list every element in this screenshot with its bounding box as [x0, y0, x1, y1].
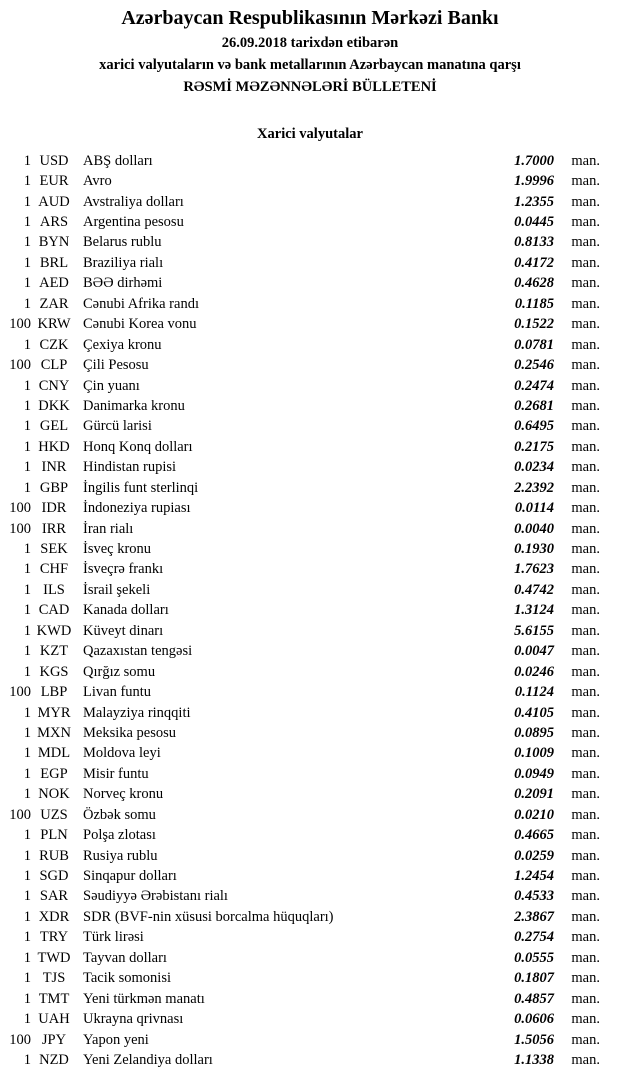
unit-cell: man.: [571, 745, 600, 762]
unit-cell: man.: [571, 581, 600, 598]
quantity-cell: 1: [23, 193, 31, 210]
currency-name-cell: Cənubi Korea vonu: [83, 316, 197, 333]
currency-code-cell: EGP: [40, 765, 68, 782]
currency-name-cell: Rusiya rublu: [83, 847, 158, 864]
rate-cell: 0.4857: [514, 990, 554, 1007]
unit-cell: man.: [571, 173, 600, 190]
currency-code-cell: CNY: [38, 377, 70, 394]
currency-code-cell: KRW: [37, 316, 71, 333]
rate-cell: 5.6155: [514, 622, 554, 639]
table-row: [0, 1009, 620, 1029]
currency-name-cell: Misir funtu: [83, 765, 149, 782]
rate-cell: 0.2754: [514, 929, 554, 946]
quantity-cell: 1: [23, 622, 31, 639]
currency-name-cell: Özbək somu: [83, 806, 156, 823]
table-row: [0, 1050, 620, 1070]
rate-cell: 2.2392: [514, 479, 554, 496]
quantity-cell: 1: [23, 561, 31, 578]
quantity-cell: 100: [9, 357, 31, 374]
rate-cell: 0.2175: [514, 438, 554, 455]
table-row: [0, 315, 620, 335]
rate-cell: 0.2681: [514, 397, 554, 414]
currency-name-cell: Avstraliya dolları: [83, 193, 184, 210]
unit-cell: man.: [571, 500, 600, 517]
rate-cell: 0.4742: [514, 581, 554, 598]
table-row: [0, 969, 620, 989]
rate-cell: 0.0234: [514, 459, 554, 476]
quantity-cell: 1: [23, 745, 31, 762]
rate-cell: 0.4533: [514, 888, 554, 905]
unit-cell: man.: [571, 316, 600, 333]
table-row: [0, 887, 620, 907]
currency-code-cell: BYN: [38, 234, 70, 251]
currency-code-cell: MDL: [37, 745, 71, 762]
currency-name-cell: Livan funtu: [83, 684, 152, 701]
currency-code-cell: IDR: [41, 500, 67, 517]
rate-cell: 0.0047: [514, 643, 554, 660]
rate-cell: 0.1930: [514, 541, 554, 558]
currency-name-cell: Ukrayna qrivnası: [83, 1011, 184, 1028]
currency-name-cell: Moldova leyi: [83, 745, 161, 762]
quantity-cell: 1: [23, 418, 31, 435]
currency-code-cell: SEK: [40, 541, 68, 558]
rate-cell: 0.1522: [514, 316, 554, 333]
quantity-cell: 1: [23, 704, 31, 721]
unit-cell: man.: [571, 275, 600, 292]
unit-cell: man.: [571, 479, 600, 496]
table-row: [0, 376, 620, 396]
unit-cell: man.: [571, 234, 600, 251]
rate-cell: 1.7623: [514, 561, 554, 578]
unit-cell: man.: [571, 295, 600, 312]
currency-name-cell: Yeni türkmən manatı: [83, 990, 205, 1007]
rate-cell: 0.2474: [514, 377, 554, 394]
currency-name-cell: Braziliya rialı: [83, 254, 164, 271]
unit-cell: man.: [571, 868, 600, 885]
quantity-cell: 1: [23, 438, 31, 455]
unit-cell: man.: [571, 459, 600, 476]
table-row: [0, 1030, 620, 1050]
unit-cell: man.: [571, 336, 600, 353]
table-row: [0, 192, 620, 212]
currency-code-cell: KWD: [36, 622, 72, 639]
currency-name-cell: Meksika pesosu: [83, 724, 177, 741]
unit-cell: man.: [571, 622, 600, 639]
currency-code-cell: MXN: [37, 724, 71, 741]
rate-cell: 1.1338: [514, 1051, 554, 1068]
quantity-cell: 1: [23, 234, 31, 251]
rate-cell: 0.0246: [514, 663, 554, 680]
table-row: [0, 396, 620, 416]
quantity-cell: 1: [23, 581, 31, 598]
currency-code-cell: TMT: [38, 990, 70, 1007]
rate-cell: 1.5056: [514, 1031, 554, 1048]
currency-code-cell: CAD: [38, 602, 70, 619]
table-row: [0, 539, 620, 559]
rate-cell: 0.0895: [514, 724, 554, 741]
table-row: [0, 294, 620, 314]
quantity-cell: 1: [23, 336, 31, 353]
rate-cell: 1.2454: [514, 868, 554, 885]
unit-cell: man.: [571, 888, 600, 905]
table-row: [0, 948, 620, 968]
currency-code-cell: XDR: [38, 908, 70, 925]
rate-cell: 0.0114: [514, 500, 554, 517]
quantity-cell: 1: [23, 214, 31, 231]
currency-name-cell: Cənubi Afrika randı: [83, 295, 199, 312]
rate-cell: 0.4628: [514, 275, 554, 292]
rate-cell: 1.2355: [514, 193, 554, 210]
table-row: [0, 662, 620, 682]
table-row: [0, 478, 620, 498]
quantity-cell: 1: [23, 929, 31, 946]
unit-cell: man.: [571, 806, 600, 823]
currency-code-cell: CHF: [39, 561, 69, 578]
unit-cell: man.: [571, 929, 600, 946]
rate-cell: 0.4172: [514, 254, 554, 271]
rate-cell: 0.8133: [514, 234, 554, 251]
table-row: [0, 825, 620, 845]
currency-name-cell: Honq Konq dolları: [83, 438, 193, 455]
quantity-cell: 100: [9, 316, 31, 333]
rate-cell: 0.0949: [514, 765, 554, 782]
unit-cell: man.: [571, 786, 600, 803]
table-row: [0, 458, 620, 478]
table-row: [0, 682, 620, 702]
currency-code-cell: EUR: [39, 173, 69, 190]
currency-name-cell: İsrail şekeli: [83, 581, 151, 598]
unit-cell: man.: [571, 1011, 600, 1028]
quantity-cell: 100: [9, 520, 31, 537]
unit-cell: man.: [571, 377, 600, 394]
currency-code-cell: HKD: [38, 438, 70, 455]
currency-code-cell: LBP: [40, 684, 68, 701]
currency-name-cell: Sinqapur dolları: [83, 868, 177, 885]
quantity-cell: 1: [23, 888, 31, 905]
currency-name-cell: Argentina pesosu: [83, 214, 184, 231]
quantity-cell: 1: [23, 173, 31, 190]
currency-name-cell: Kanada dolları: [83, 602, 169, 619]
table-row: [0, 866, 620, 886]
currency-code-cell: UZS: [40, 806, 68, 823]
currency-code-cell: ZAR: [39, 295, 69, 312]
quantity-cell: 1: [23, 908, 31, 925]
currency-rates-table: [0, 151, 620, 1071]
rate-cell: 1.7000: [514, 152, 554, 169]
currency-code-cell: SAR: [39, 888, 69, 905]
currency-code-cell: NZD: [39, 1051, 69, 1068]
quantity-cell: 1: [23, 970, 31, 987]
unit-cell: man.: [571, 254, 600, 271]
currency-code-cell: NOK: [38, 786, 70, 803]
quantity-cell: 1: [23, 377, 31, 394]
table-row: [0, 417, 620, 437]
currency-name-cell: Türk lirəsi: [83, 929, 144, 946]
quantity-cell: 1: [23, 254, 31, 271]
quantity-cell: 1: [23, 1011, 31, 1028]
currency-name-cell: Qırğız somu: [83, 663, 156, 680]
rate-cell: 1.3124: [514, 602, 554, 619]
table-row: [0, 233, 620, 253]
quantity-cell: 1: [23, 602, 31, 619]
unit-cell: man.: [571, 357, 600, 374]
unit-cell: man.: [571, 152, 600, 169]
rate-cell: 0.6495: [514, 418, 554, 435]
quantity-cell: 1: [23, 1051, 31, 1068]
section-title: Xarici valyutalar: [257, 126, 363, 142]
quantity-cell: 100: [9, 684, 31, 701]
table-row: [0, 805, 620, 825]
currency-name-cell: Səudiyyə Ərəbistanı rialı: [83, 888, 228, 905]
currency-code-cell: JPY: [41, 1031, 67, 1048]
bulletin-title: RƏSMİ MƏZƏNNƏLƏRİ BÜLLETENİ: [183, 79, 437, 95]
rate-cell: 1.9996: [514, 173, 554, 190]
currency-name-cell: Tayvan dolları: [83, 949, 167, 966]
currency-code-cell: TWD: [37, 949, 71, 966]
currency-name-cell: SDR (BVF-nin xüsusi borcalma hüquqları): [83, 908, 334, 925]
currency-code-cell: SGD: [39, 868, 69, 885]
quantity-cell: 1: [23, 479, 31, 496]
currency-code-cell: GEL: [39, 418, 69, 435]
currency-code-cell: BRL: [39, 254, 69, 271]
table-row: [0, 171, 620, 191]
currency-name-cell: Gürcü larisi: [83, 418, 152, 435]
rate-cell: 2.3867: [514, 908, 554, 925]
unit-cell: man.: [571, 908, 600, 925]
table-row: [0, 723, 620, 743]
header-subtitle: xarici valyutaların və bank metallarının Azərbaycan manatına qarşı: [99, 57, 521, 73]
quantity-cell: 100: [9, 1031, 31, 1048]
currency-code-cell: TJS: [42, 970, 66, 987]
unit-cell: man.: [571, 724, 600, 741]
quantity-cell: 1: [23, 827, 31, 844]
quantity-cell: 1: [23, 847, 31, 864]
document-header: [0, 0, 620, 98]
rate-cell: 0.0210: [514, 806, 554, 823]
currency-code-cell: KGS: [39, 663, 69, 680]
unit-cell: man.: [571, 765, 600, 782]
quantity-cell: 100: [9, 806, 31, 823]
table-row: [0, 785, 620, 805]
currency-code-cell: ARS: [39, 214, 69, 231]
table-row: [0, 151, 620, 171]
table-row: [0, 621, 620, 641]
currency-code-cell: MYR: [37, 704, 71, 721]
currency-code-cell: PLN: [40, 827, 68, 844]
currency-code-cell: CZK: [39, 336, 69, 353]
unit-cell: man.: [571, 214, 600, 231]
table-row: [0, 928, 620, 948]
rate-cell: 0.0259: [514, 847, 554, 864]
quantity-cell: 1: [23, 663, 31, 680]
currency-code-cell: INR: [41, 459, 67, 476]
rate-cell: 0.0781: [514, 336, 554, 353]
table-row: [0, 703, 620, 723]
currency-code-cell: TRY: [39, 929, 69, 946]
quantity-cell: 1: [23, 459, 31, 476]
rate-cell: 0.2091: [514, 786, 554, 803]
quantity-cell: 1: [23, 295, 31, 312]
page-title: Azərbaycan Respublikasının Mərkəzi Bankı: [121, 7, 499, 29]
currency-code-cell: AED: [39, 275, 69, 292]
rate-cell: 0.4105: [514, 704, 554, 721]
unit-cell: man.: [571, 520, 600, 537]
currency-name-cell: Çin yuanı: [83, 377, 140, 394]
currency-code-cell: KZT: [39, 643, 69, 660]
table-row: [0, 744, 620, 764]
unit-cell: man.: [571, 643, 600, 660]
rate-cell: 0.0555: [514, 949, 554, 966]
table-row: [0, 642, 620, 662]
table-row: [0, 580, 620, 600]
table-row: [0, 335, 620, 355]
effective-date: 26.09.2018 tarixdən etibarən: [221, 35, 399, 51]
unit-cell: man.: [571, 684, 600, 701]
unit-cell: man.: [571, 663, 600, 680]
quantity-cell: 1: [23, 949, 31, 966]
currency-code-cell: AUD: [38, 193, 70, 210]
currency-name-cell: Hindistan rupisi: [83, 459, 177, 476]
currency-name-cell: Danimarka kronu: [83, 397, 185, 414]
currency-code-cell: IRR: [41, 520, 67, 537]
table-row: [0, 846, 620, 866]
table-row: [0, 437, 620, 457]
currency-name-cell: ABŞ dolları: [83, 152, 153, 169]
table-row: [0, 253, 620, 273]
table-row: [0, 907, 620, 927]
table-row: [0, 601, 620, 621]
currency-name-cell: İsveç kronu: [83, 541, 152, 558]
unit-cell: man.: [571, 561, 600, 578]
unit-cell: man.: [571, 418, 600, 435]
table-row: [0, 560, 620, 580]
currency-code-cell: RUB: [39, 847, 69, 864]
rate-cell: 0.1807: [514, 970, 554, 987]
currency-name-cell: İsveçrə frankı: [83, 561, 164, 578]
quantity-cell: 1: [23, 990, 31, 1007]
currency-name-cell: Küveyt dinarı: [83, 622, 164, 639]
unit-cell: man.: [571, 602, 600, 619]
currency-code-cell: GBP: [39, 479, 69, 496]
unit-cell: man.: [571, 847, 600, 864]
unit-cell: man.: [571, 541, 600, 558]
table-row: [0, 519, 620, 539]
rate-cell: 0.1009: [514, 745, 554, 762]
rate-cell: 0.0040: [514, 520, 554, 537]
quantity-cell: 1: [23, 643, 31, 660]
currency-name-cell: BƏƏ dirhəmi: [83, 275, 163, 292]
currency-name-cell: Yapon yeni: [83, 1031, 149, 1048]
unit-cell: man.: [571, 397, 600, 414]
rate-cell: 0.4665: [514, 827, 554, 844]
currency-name-cell: Malayziya rinqqiti: [83, 704, 191, 721]
currency-name-cell: Tacik somonisi: [83, 970, 171, 987]
table-row: [0, 989, 620, 1009]
quantity-cell: 1: [23, 541, 31, 558]
currency-name-cell: Belarus rublu: [83, 234, 162, 251]
rate-cell: 0.1185: [514, 295, 554, 312]
currency-name-cell: İngilis funt sterlinqi: [83, 479, 199, 496]
quantity-cell: 1: [23, 275, 31, 292]
table-row: [0, 355, 620, 375]
currency-name-cell: İndoneziya rupiası: [83, 500, 191, 517]
currency-code-cell: ILS: [43, 581, 65, 598]
rate-cell: 0.0445: [514, 214, 554, 231]
currency-name-cell: Yeni Zelandiya dolları: [83, 1051, 213, 1068]
unit-cell: man.: [571, 1051, 600, 1068]
unit-cell: man.: [571, 970, 600, 987]
unit-cell: man.: [571, 193, 600, 210]
currency-code-cell: UAH: [38, 1011, 70, 1028]
table-row: [0, 498, 620, 518]
currency-name-cell: Çexiya kronu: [83, 336, 162, 353]
table-row: [0, 764, 620, 784]
currency-name-cell: Qazaxıstan tengəsi: [83, 643, 193, 660]
quantity-cell: 1: [23, 765, 31, 782]
unit-cell: man.: [571, 949, 600, 966]
quantity-cell: 1: [23, 786, 31, 803]
quantity-cell: 1: [23, 397, 31, 414]
unit-cell: man.: [571, 704, 600, 721]
quantity-cell: 100: [9, 500, 31, 517]
currency-code-cell: USD: [39, 152, 69, 169]
currency-name-cell: Çili Pesosu: [83, 357, 149, 374]
unit-cell: man.: [571, 1031, 600, 1048]
table-row: [0, 212, 620, 232]
unit-cell: man.: [571, 827, 600, 844]
quantity-cell: 1: [23, 724, 31, 741]
currency-name-cell: Polşa zlotası: [83, 827, 156, 844]
quantity-cell: 1: [23, 868, 31, 885]
currency-code-cell: DKK: [38, 397, 70, 414]
table-row: [0, 274, 620, 294]
currency-code-cell: CLP: [40, 357, 68, 374]
currency-name-cell: İran rialı: [83, 520, 134, 537]
rate-cell: 0.0606: [514, 1011, 554, 1028]
unit-cell: man.: [571, 438, 600, 455]
rate-cell: 0.1124: [514, 684, 554, 701]
unit-cell: man.: [571, 990, 600, 1007]
rate-cell: 0.2546: [514, 357, 554, 374]
currency-name-cell: Norveç kronu: [83, 786, 164, 803]
quantity-cell: 1: [23, 152, 31, 169]
currency-name-cell: Avro: [83, 173, 112, 190]
